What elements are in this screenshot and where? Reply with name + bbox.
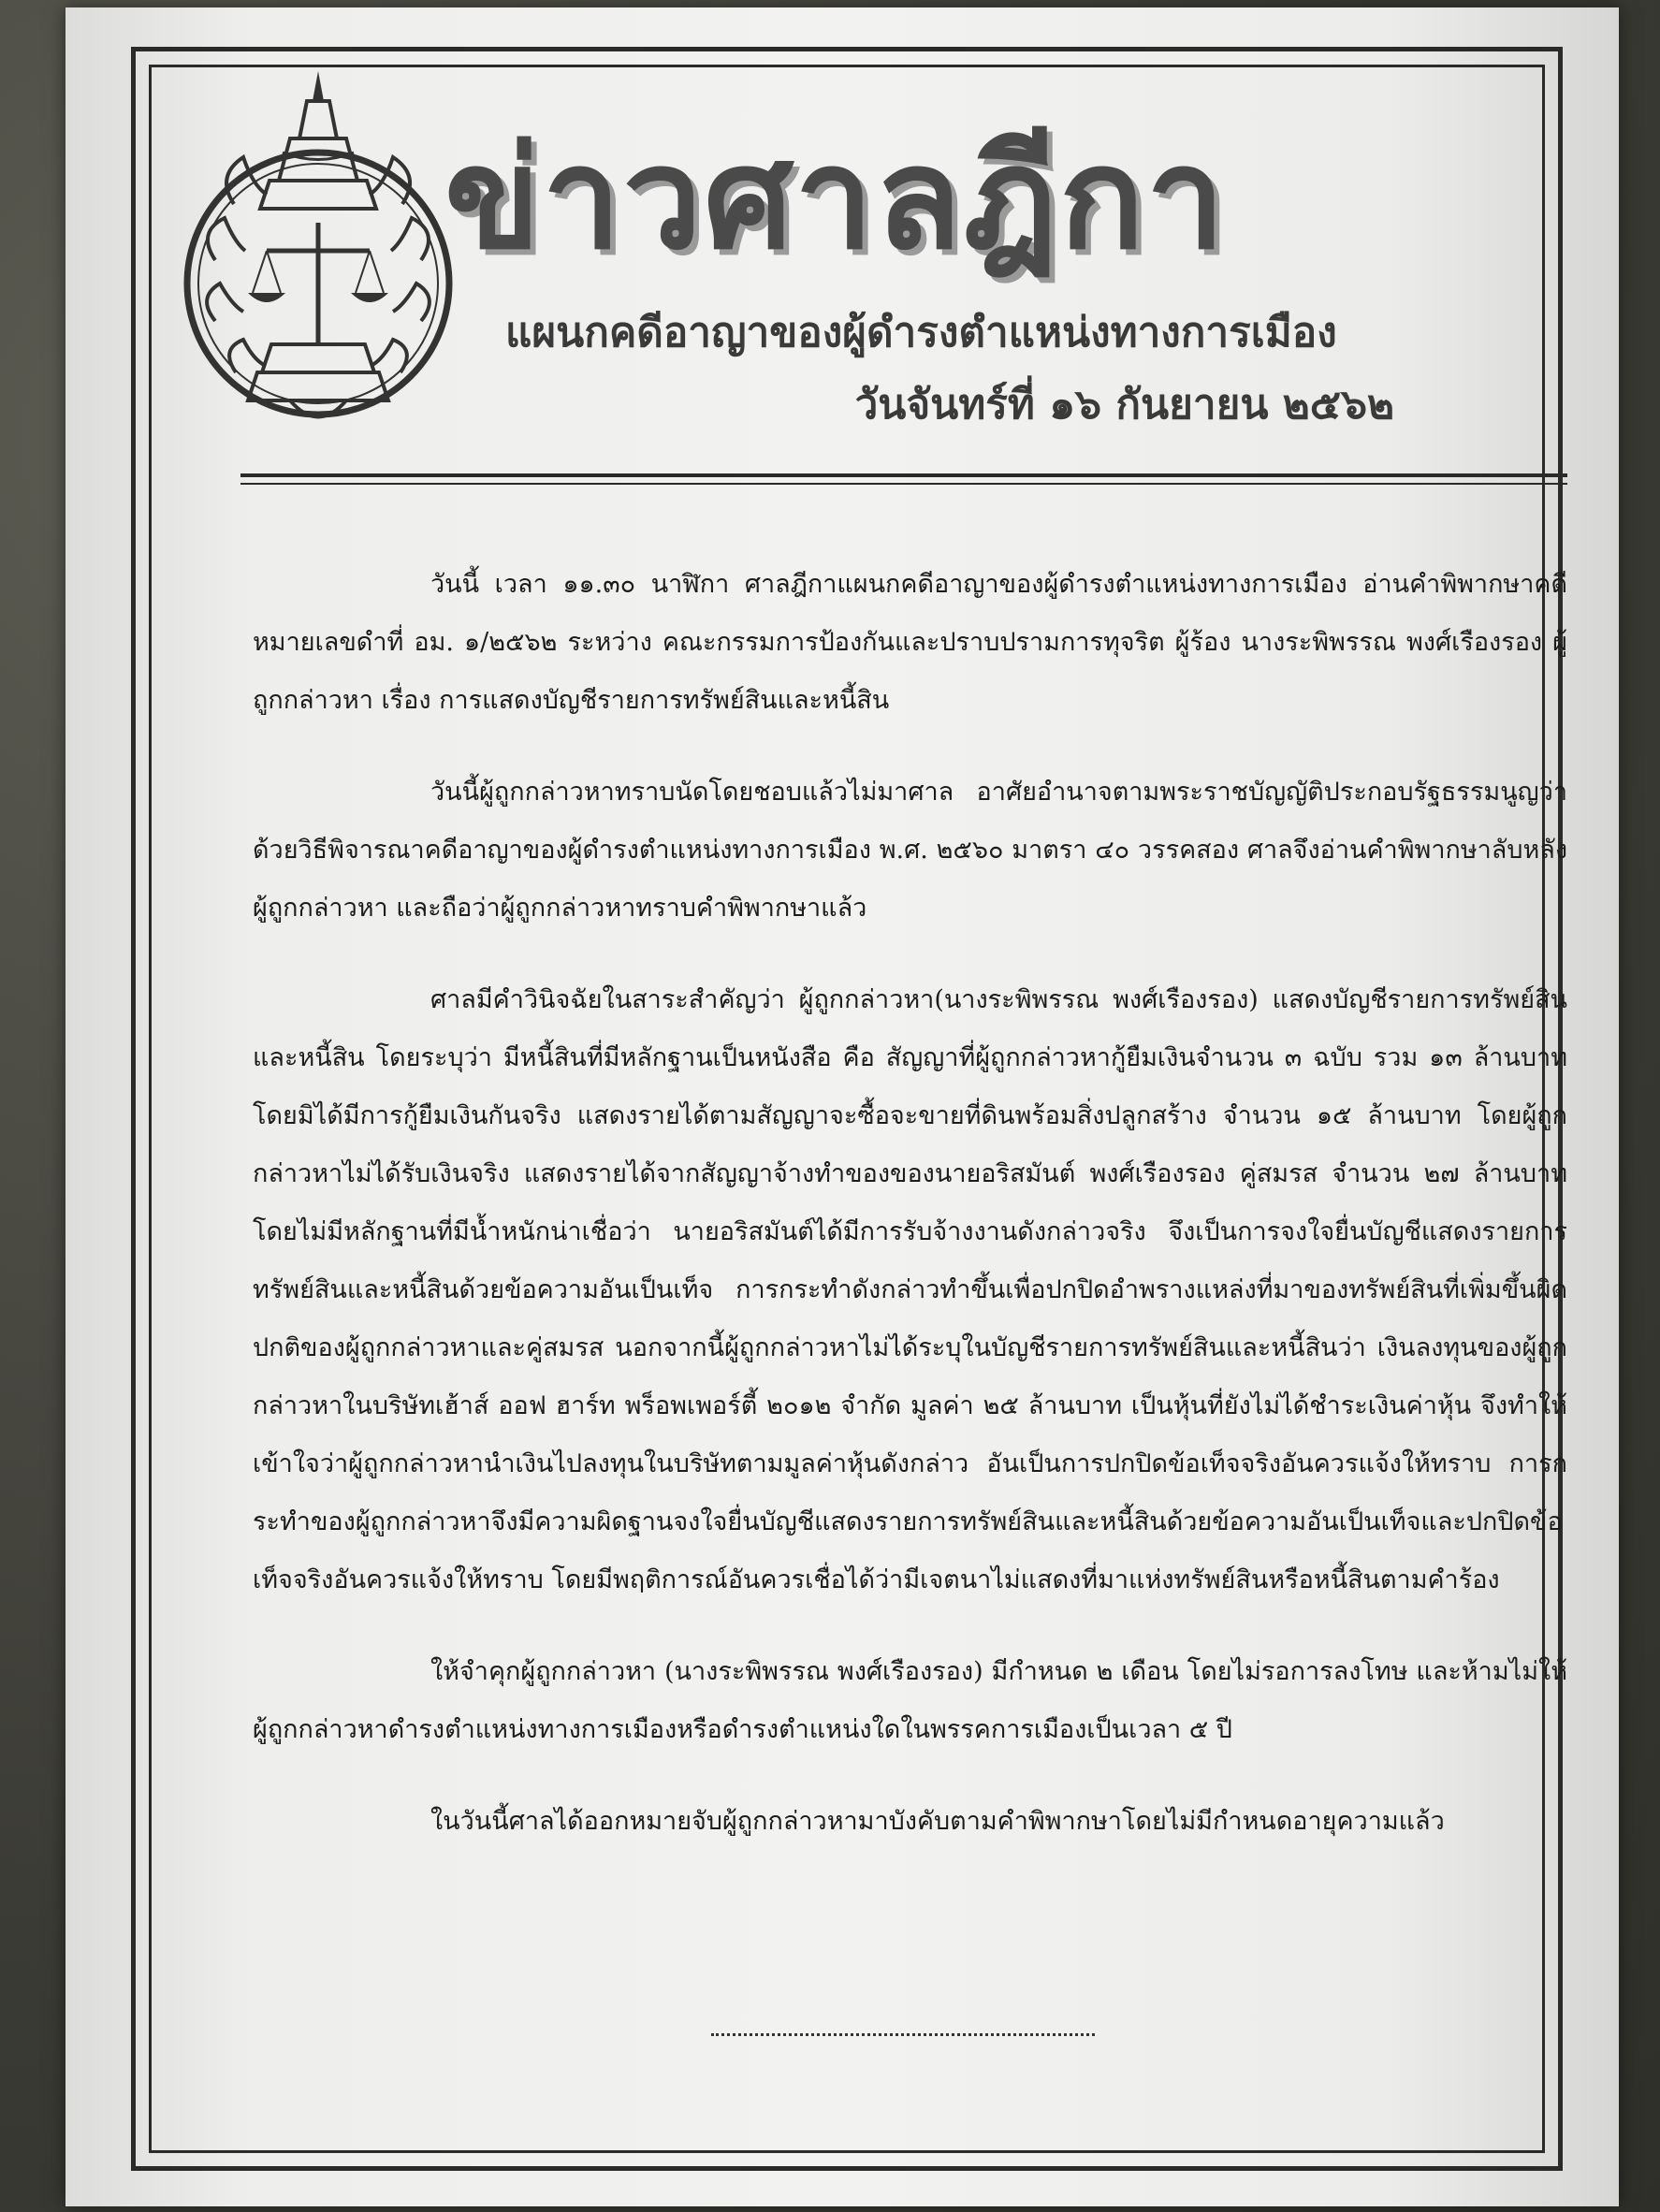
header-rule-thin — [240, 483, 1567, 485]
closing-dotted-line — [711, 2033, 1095, 2036]
paragraph-warrant: ในวันนี้ศาลได้ออกหมายจับผู้ถูกกล่าวหามาบังคับตามคำพิพากษาโดยไม่มีกำหนดอายุความแล้ว — [430, 1807, 1445, 1836]
body-text — [253, 556, 1567, 1885]
paragraph-sentence: ให้จำคุกผู้ถูกกล่าวหา (นางระพิพรรณ พงศ์เรืองรอง) มีกำหนด ๒ เดือน โดยไม่รอการลงโทษ และห้ามไม่ให้ผู้ถูกกล่าวหาดำรงตำแหน่งทางการเมืองหรือดำรงตำแหน่งใดในพรรคการเมืองเป็นเวลา ๕ ปี — [253, 1657, 1567, 1744]
paragraph-ruling: ศาลมีคำวินิจฉัยในสาระสำคัญว่า ผู้ถูกกล่าวหา(นางระพิพรรณ พงศ์เรืองรอง) แสดงบัญชีรายการทรัพย์สินและหนี้สิน โดยระบุว่า มีหนี้สินที่มีหลักฐานเป็นหนังสือ คือ สัญญาที่ผู้ถูกกล่าวหากู้ยืมเงินจำนวน ๓ ฉบับ รวม ๑๓ ล้านบาท โดยมิได้มีการกู้ยืมเงินกันจริง แสดงรายได้ตามสัญญาจะซื้อจะขายที่ดินพร้อมสิ่งปลูกสร้าง จำนวน ๑๕ ล้านบาท โดยผู้ถูกกล่าวหาไม่ได้รับเงินจริง แสดงรายได้จากสัญญาจ้างทำของของนายอริสมันต์ พงศ์เรืองรอง คู่สมรส จำนวน ๒๗ ล้านบาท โดยไม่มีหลักฐานที่มีน้ำหนักน่าเชื่อว่า นายอริสมันต์ได้มีการรับจ้างงานดังกล่าวจริง จึงเป็นการจงใจยื่นบัญชีแสดงรายการทรัพย์สินและหนี้สินด้วยข้อความอันเป็นเท็จ การกระทำดังกล่าวทำขึ้นเพื่อปกปิดอำพรางแหล่งที่มาของทรัพย์สินที่เพิ่มขึ้นผิดปกติของผู้ถูกกล่าวหาและคู่สมรส นอกจากนี้ผู้ถูกกล่าวหาไม่ได้ระบุในบัญชีรายการทรัพย์สินและหนี้สินว่า เงินลงทุนของผู้ถูกกล่าวหาในบริษัทเฮ้าส์ ออฟ ฮาร์ท พร็อพเพอร์ตี้ ๒๐๑๒ จำกัด มูลค่า ๒๕ ล้านบาท เป็นหุ้นที่ยังไม่ได้ชำระเงินค่าหุ้น จึงทำให้เข้าใจว่าผู้ถูกกล่าวหานำเงินไปลงทุนในบริษัทตามมูลค่าหุ้นดังกล่าว อันเป็นการปกปิดข้อเท็จจริงอันควรแจ้งให้ทราบ การกระทำของผู้ถูกกล่าวหาจึงมีความผิดฐานจงใจยื่นบัญชีแสดงรายการทรัพย์สินและหนี้สินด้วยข้อความอันเป็นเท็จและปกปิดข้อเท็จจริงอันควรแจ้งให้ทราบ โดยมีพฤติการณ์อันควรเชื่อได้ว่ามีเจตนาไม่แสดงที่มาแห่งทรัพย์สินหรือหนี้สินตามคำร้อง — [253, 985, 1567, 1594]
division-subtitle: แผนกคดีอาญาของผู้ดำรงตำแหน่งทางการเมือง — [505, 309, 1337, 357]
supreme-court-emblem-icon — [178, 64, 459, 447]
document-page — [66, 7, 1619, 2206]
paragraph-absence: วันนี้ผู้ถูกกล่าวหาทราบนัดโดยชอบแล้วไม่มาศาล อาศัยอำนาจตามพระราชบัญญัติประกอบรัฐธรรมนูญว่าด้วยวิธีพิจารณาคดีอาญาของผู้ดำรงตำแหน่งทางการเมือง พ.ศ. ๒๕๖๐ มาตรา ๔๐ วรรคสอง ศาลจึงอ่านคำพิพากษาลับหลังผู้ถูกกล่าวหา และถือว่าผู้ถูกกล่าวหาทราบคำพิพากษาแล้ว — [253, 778, 1567, 923]
masthead-title: ข่าวศาลฎีกา — [444, 118, 1228, 281]
paragraph-intro: วันนี้ เวลา ๑๑.๓๐ นาฬิกา ศาลฎีกาแผนกคดีอาญาของผู้ดำรงตำแหน่งทางการเมือง อ่านคำพิพากษาคดีหมายเลขดำที่ อม. ๑/๒๕๖๒ ระหว่าง คณะกรรมการป้องกันและปราบปรามการทุจริต ผู้ร้อง นางระพิพรรณ พงศ์เรืองรอง ผู้ถูกกล่าวหา เรื่อง การแสดงบัญชีรายการทรัพย์สินและหนี้สิน — [253, 570, 1567, 715]
header-rule-thick — [240, 473, 1567, 477]
document-date: วันจันทร์ที่ ๑๖ กันยายน ๒๕๖๒ — [854, 381, 1394, 429]
